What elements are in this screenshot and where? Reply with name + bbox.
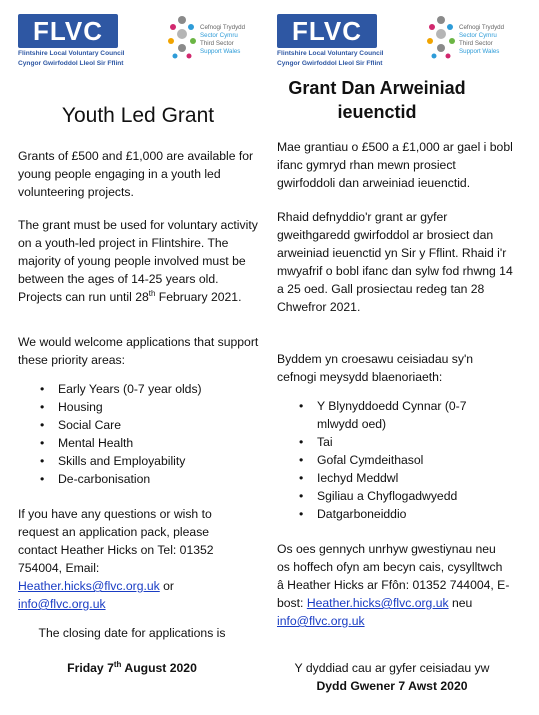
tssw-line-2: Sector Cymru — [200, 32, 238, 39]
tssw-logo-text — [459, 24, 504, 56]
tssw-dots-icon — [166, 14, 198, 64]
welsh-priorities-list — [277, 397, 487, 523]
welsh-rules: Rhaid defnyddio'r grant ar gyfer gweithgaredd gwirfoddol ar brosiect dan arweiniad ieuenctid yn Sir y Fflint. Rhaid i'r mwyafrif o bobl ifanc dan sylw fod rhwng 14 a 25 oed. Gall prosiectau redeg tan 28 Chwefror 2021. — [277, 210, 513, 314]
english-or: or — [159, 579, 174, 593]
list-item: • Mental Health — [18, 434, 263, 452]
tssw-line-1: Cefnogi Trydydd — [459, 24, 505, 31]
tssw-logo — [425, 14, 520, 68]
english-rules-sup: th — [148, 288, 156, 298]
list-item: • Gofal Cymdeithasol — [277, 451, 487, 469]
english-title: Youth Led Grant — [61, 104, 215, 127]
tssw-line-2: Sector Cymru — [459, 32, 497, 39]
flvc-logo-subtitle-en: Flintshire Local Voluntary Council — [277, 50, 384, 57]
flvc-logo-mark: FLVC — [18, 14, 118, 48]
english-intro: Grants of £500 and £1,000 are available for young people engaging in a youth led volunteering projects. — [18, 149, 254, 199]
welsh-intro: Mae grantiau o £500 a £1,000 ar gael i bobl ifanc gymryd rhan mewn prosiect gwirfoddoli dan arweiniad ieuenctid. — [277, 140, 513, 190]
tssw-logo-text — [200, 24, 245, 56]
english-contact-text: If you have any questions or wish to request an application pack, please contact Heather Hicks on Tel: 01352 754004, Email: — [18, 507, 214, 575]
list-item: • Iechyd Meddwl — [277, 469, 487, 487]
english-rules — [18, 216, 263, 306]
tssw-logo — [166, 14, 261, 68]
english-rules-end: February 2021. — [155, 290, 242, 304]
list-item: • Sgiliau a Chyflogadwyedd — [277, 487, 487, 505]
english-priorities-list — [18, 380, 263, 488]
tssw-line-1: Cefnogi Trydydd — [200, 24, 246, 31]
welsh-title: Grant Dan Arweiniad ieuenctid — [288, 78, 466, 122]
list-item: • Housing — [18, 398, 263, 416]
list-item: • De-carbonisation — [18, 470, 263, 488]
english-date-end: August 2020 — [121, 661, 197, 675]
english-contact — [18, 505, 243, 613]
welsh-contact-text: Os oes gennych unrhyw gwestiynau neu os hoffech ofyn am becyn cais, cysylltwch â Heather Hicks ar Ffôn: 01352 744004, E-bost: — [277, 542, 510, 610]
flvc-logo-subtitle-cy: Cyngor Gwirfoddol Lleol Sir Fflint — [18, 60, 124, 67]
list-item: • Datgarboneiddio — [277, 505, 487, 523]
welsh-closing-date: Dydd Gwener 7 Awst 2020 — [316, 679, 468, 693]
flvc-logo — [277, 14, 412, 68]
english-rules-text: The grant must be used for voluntary activity on a youth-led project in Flintshire. The majority of young people involved must be between the ages of 14-25 years old. Projects can run until 28 — [18, 218, 258, 304]
tssw-line-3: Third Sector — [200, 40, 234, 47]
welsh-or: neu — [448, 596, 473, 610]
english-priorities-intro: We would welcome applications that support these priority areas: — [18, 335, 259, 367]
list-item: • Y Blynyddoedd Cynnar (0-7 mlwydd oed) — [277, 397, 487, 433]
tssw-line-4: Support Wales — [200, 48, 241, 55]
flvc-logo — [18, 14, 153, 68]
logo-bar — [277, 14, 517, 72]
list-item: • Social Care — [18, 416, 263, 434]
tssw-line-3: Third Sector — [459, 40, 493, 47]
english-closing-date — [18, 659, 246, 677]
list-item: • Tai — [277, 433, 487, 451]
list-item: • Early Years (0-7 year olds) — [18, 380, 263, 398]
email-link-info[interactable]: info@flvc.org.uk — [277, 614, 365, 628]
english-date-text: Friday 7 — [67, 661, 114, 675]
email-link-heather[interactable]: Heather.hicks@flvc.org.uk — [306, 596, 449, 610]
welsh-priorities-intro: Byddem yn croesawu ceisiadau sy'n cefnogi meysydd blaenoriaeth: — [277, 352, 474, 384]
english-date-sup: th — [113, 659, 122, 669]
email-link-heather[interactable]: Heather.hicks@flvc.org.uk — [18, 579, 160, 593]
flvc-logo-subtitle-en: Flintshire Local Voluntary Council — [18, 50, 125, 57]
tssw-line-4: Support Wales — [459, 48, 500, 55]
flvc-logo-mark: FLVC — [277, 14, 377, 48]
english-closing: The closing date for applications is — [38, 626, 226, 640]
flvc-logo-subtitle-cy: Cyngor Gwirfoddol Lleol Sir Fflint — [277, 60, 383, 67]
list-item: • Skills and Employability — [18, 452, 263, 470]
welsh-closing: Y dyddiad cau ar gyfer ceisiadau yw — [294, 661, 490, 675]
welsh-contact — [277, 540, 512, 630]
email-link-info[interactable]: info@flvc.org.uk — [18, 597, 106, 611]
tssw-dots-icon — [425, 14, 457, 64]
logo-bar — [18, 14, 258, 72]
